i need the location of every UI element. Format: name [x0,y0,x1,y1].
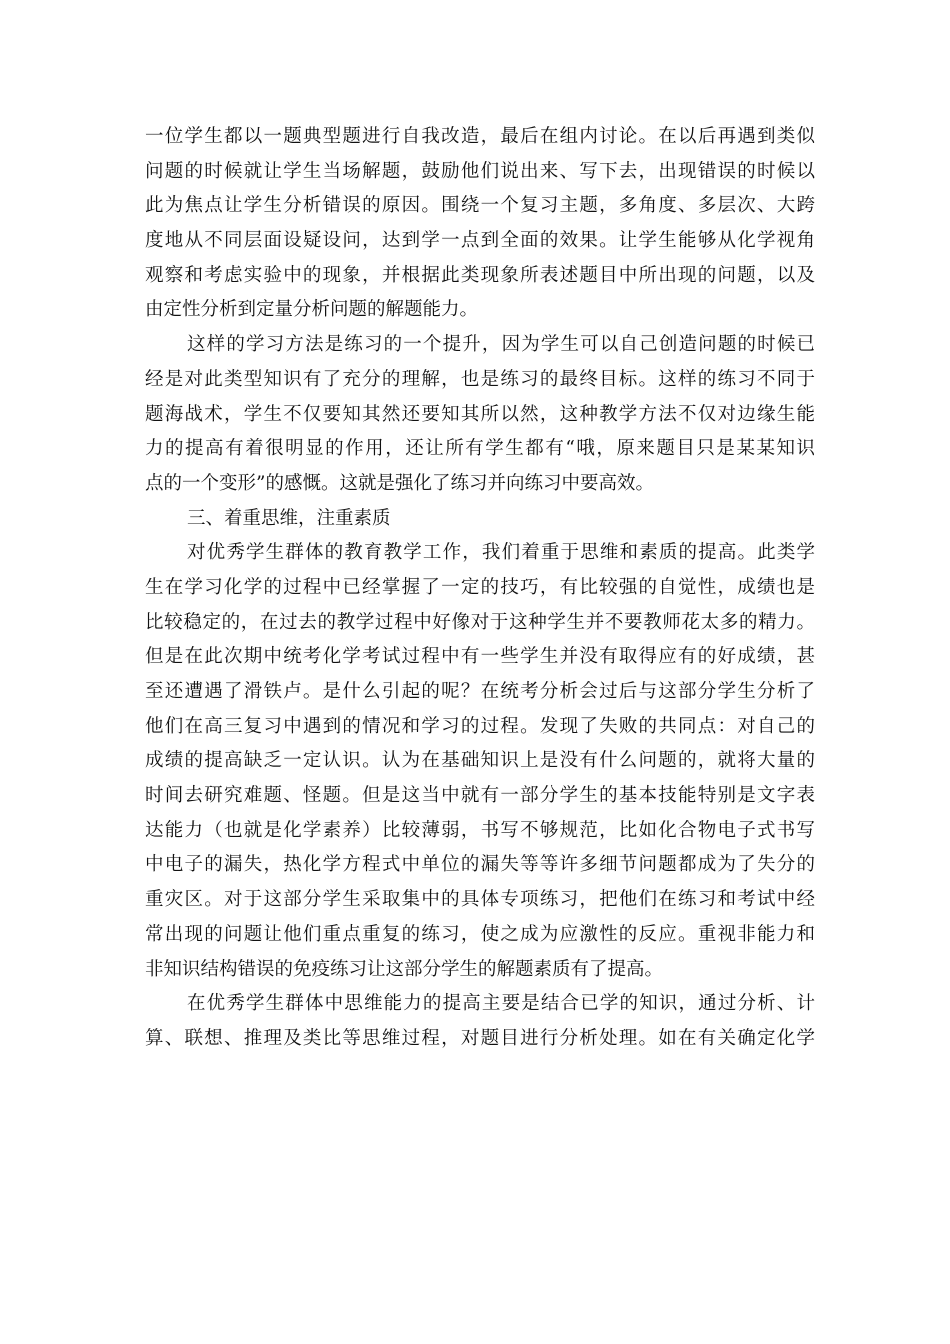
text-line: 成绩的提高缺乏一定认识。认为在基础知识上是没有什么问题的，就将大量的 [145,750,815,772]
text-line: 度地从不同层面设疑设问，达到学一点到全面的效果。让学生能够从化学视角 [145,230,815,252]
text-line: 经是对此类型知识有了充分的理解，也是练习的最终目标。这样的练习不同于 [145,368,815,390]
text-line: 对优秀学生群体的教育教学工作，我们着重于思维和素质的提高。此类学 [187,542,815,564]
paragraph [145,120,815,328]
text-line: 这样的学习方法是练习的一个提升，因为学生可以自己创造问题的时候已 [187,334,815,356]
text-line: 一位学生都以一题典型题进行自我改造，最后在组内讨论。在以后再遇到类似 [145,126,815,147]
text-line: 但是在此次期中统考化学考试过程中有一些学生并没有取得应有的好成绩，甚 [145,646,815,668]
text-line: 由定性分析到定量分析问题的解题能力。 [145,299,479,321]
text-line: 中电子的漏失，热化学方程式中单位的漏失等等许多细节问题都成为了失分的 [145,854,815,876]
text-line: 题海战术，学生不仅要知其然还要知其所以然，这种教学方法不仅对边缘生能 [145,403,815,425]
heading-text: 三、着重思维，注重素质 [187,507,391,529]
text-line: 他们在高三复习中遇到的情况和学习的过程。发现了失败的共同点：对自己的 [145,715,815,737]
text-line: 重灾区。对于这部分学生采取集中的具体专项练习，把他们在练习和考试中经 [145,889,815,911]
paragraph [145,536,815,987]
document-body [145,120,815,1057]
paragraph [145,328,815,501]
text-line: 问题的时候就让学生当场解题，鼓励他们说出来、写下去，出现错误的时候以 [145,160,815,182]
text-line: 点的一个变形”的感慨。这就是强化了练习并向练习中要高效。 [145,472,654,494]
text-line: 生在学习化学的过程中已经掌握了一定的技巧，有比较强的自觉性，成绩也是 [145,576,815,598]
section-heading [145,502,815,537]
paragraph [145,987,815,1056]
text-line: 比较稳定的，在过去的教学过程中好像对于这种学生并不要教师花太多的精力。 [145,611,815,633]
text-line: 常出现的问题让他们重点重复的练习，使之成为应激性的反应。重视非能力和 [145,923,815,945]
text-line: 观察和考虑实验中的现象，并根据此类现象所表述题目中所出现的问题，以及 [145,264,815,286]
text-line: 时间去研究难题、怪题。但是这当中就有一部分学生的基本技能特别是文字表 [145,785,815,807]
text-line: 算、联想、推理及类比等思维过程，对题目进行分析处理。如在有关确定化学 [145,1027,815,1049]
text-line: 在优秀学生群体中思维能力的提高主要是结合已学的知识，通过分析、计 [187,993,815,1015]
text-line: 力的提高有着很明显的作用，还让所有学生都有“哦，原来题目只是某某知识 [145,438,815,460]
text-line: 非知识结构错误的免疫练习让这部分学生的解题素质有了提高。 [145,958,664,980]
text-line: 达能力（也就是化学素养）比较薄弱，书写不够规范，比如化合物电子式书写 [145,819,815,841]
text-line: 此为焦点让学生分析错误的原因。围绕一个复习主题，多角度、多层次、大跨 [145,195,815,217]
text-line: 至还遭遇了滑铁卢。是什么引起的呢？在统考分析会过后与这部分学生分析了 [145,681,815,702]
